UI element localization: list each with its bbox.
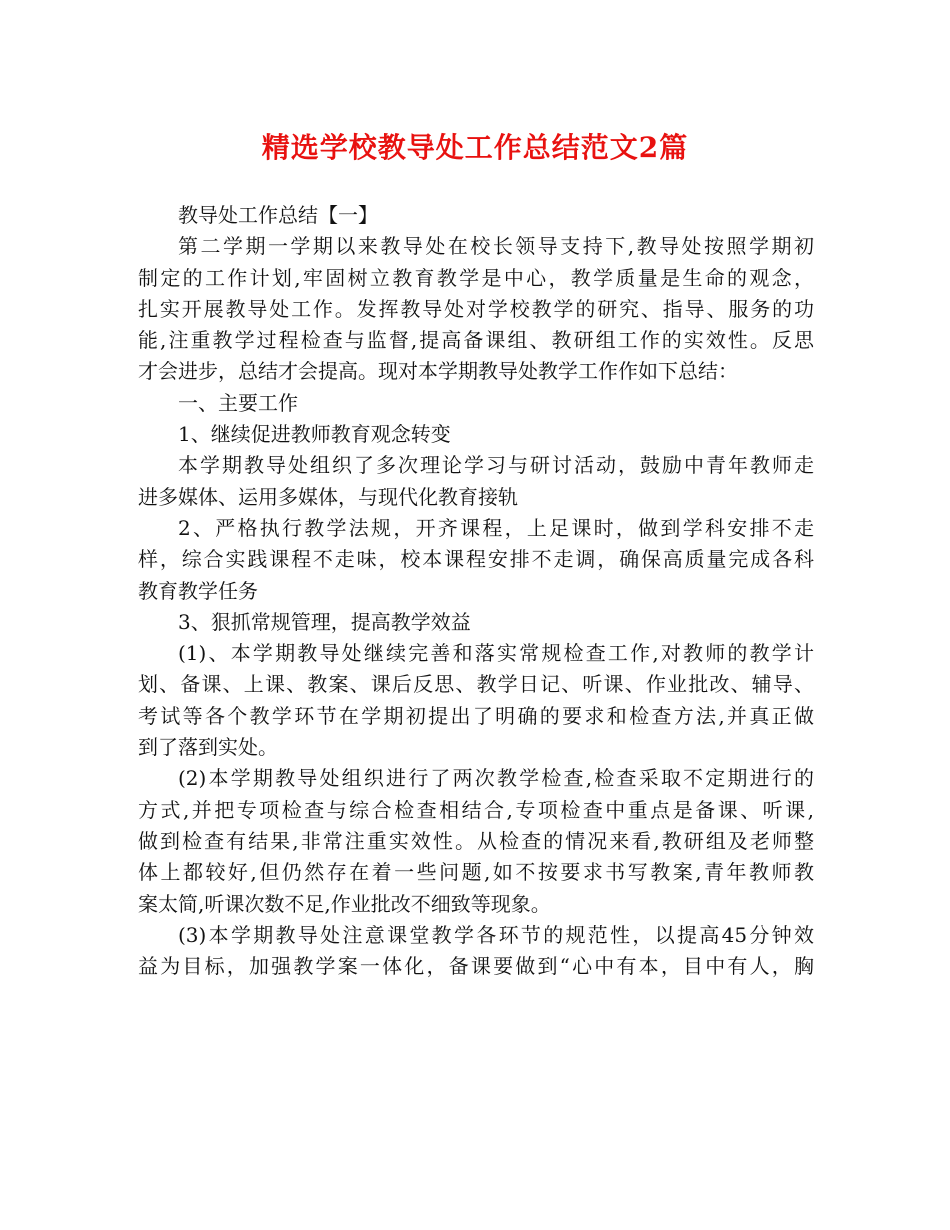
section-heading: 一、主要工作 xyxy=(178,390,298,415)
paragraph-line: 本学期教导处组织了多次理论学习与研讨活动，鼓励中青年教师走 xyxy=(178,453,814,478)
paragraph-line: 到了落到实处。 xyxy=(138,735,278,760)
paragraph-line: 益为目标，加强教学案一体化，备课要做到“心中有本，目中有人，胸 xyxy=(138,954,814,979)
paragraph-line: 2、严格执行教学法规，开齐课程，上足课时，做到学科安排不走 xyxy=(178,515,814,540)
paragraph-line: 方式,并把专项检查与综合检查相结合,专项检查中重点是备课、听课, xyxy=(138,797,814,822)
paragraph-line: (2)本学期教导处组织进行了两次教学检查,检查采取不定期进行的 xyxy=(178,766,814,791)
paragraph-line: 划、备课、上课、教案、课后反思、教学日记、听课、作业批改、辅导、 xyxy=(138,672,814,697)
paragraph-line: 第二学期一学期以来教导处在校长领导支持下,教导处按照学期初 xyxy=(178,234,814,259)
subsection-heading: 3、狠抓常规管理，提高教学效益 xyxy=(178,609,471,634)
paragraph-line: 才会进步，总结才会提高。现对本学期教导处教学工作作如下总结： xyxy=(138,359,738,384)
subsection-heading: 1、继续促进教师教育观念转变 xyxy=(178,422,451,447)
paragraph-line: 制定的工作计划,牢固树立教育教学是中心，教学质量是生命的观念， xyxy=(138,265,814,290)
paragraph-line: (1)、本学期教导处继续完善和落实常规检查工作,对教师的教学计 xyxy=(178,641,814,666)
paragraph-line: 样，综合实践课程不走味，校本课程安排不走调，确保高质量完成各科 xyxy=(138,547,814,572)
paragraph-line: 做到检查有结果,非常注重实效性。从检查的情况来看,教研组及老师整 xyxy=(138,828,814,853)
paragraph-line: 体上都较好,但仍然存在着一些问题,如不按要求书写教案,青年教师教 xyxy=(138,860,814,885)
document-title: 精选学校教导处工作总结范文2篇 xyxy=(261,131,689,164)
paragraph-line: 案太简,听课次数不足,作业批改不细致等现象。 xyxy=(138,891,551,916)
document-body xyxy=(138,200,814,982)
section-heading: 教导处工作总结【一】 xyxy=(178,203,378,227)
paragraph-line: 教育教学任务 xyxy=(138,578,258,603)
paragraph-line: 考试等各个教学环节在学期初提出了明确的要求和检查方法,并真正做 xyxy=(138,703,814,728)
paragraph-line: 进多媒体、运用多媒体，与现代化教育接轨 xyxy=(138,484,518,509)
paragraph-line: (3)本学期教导处注意课堂教学各环节的规范性，以提高45分钟效 xyxy=(178,922,814,947)
paragraph-line: 能,注重教学过程检查与监督,提高备课组、教研组工作的实效性。反思 xyxy=(138,328,814,353)
paragraph-line: 扎实开展教导处工作。发挥教导处对学校教学的研究、指导、服务的功 xyxy=(138,296,814,321)
